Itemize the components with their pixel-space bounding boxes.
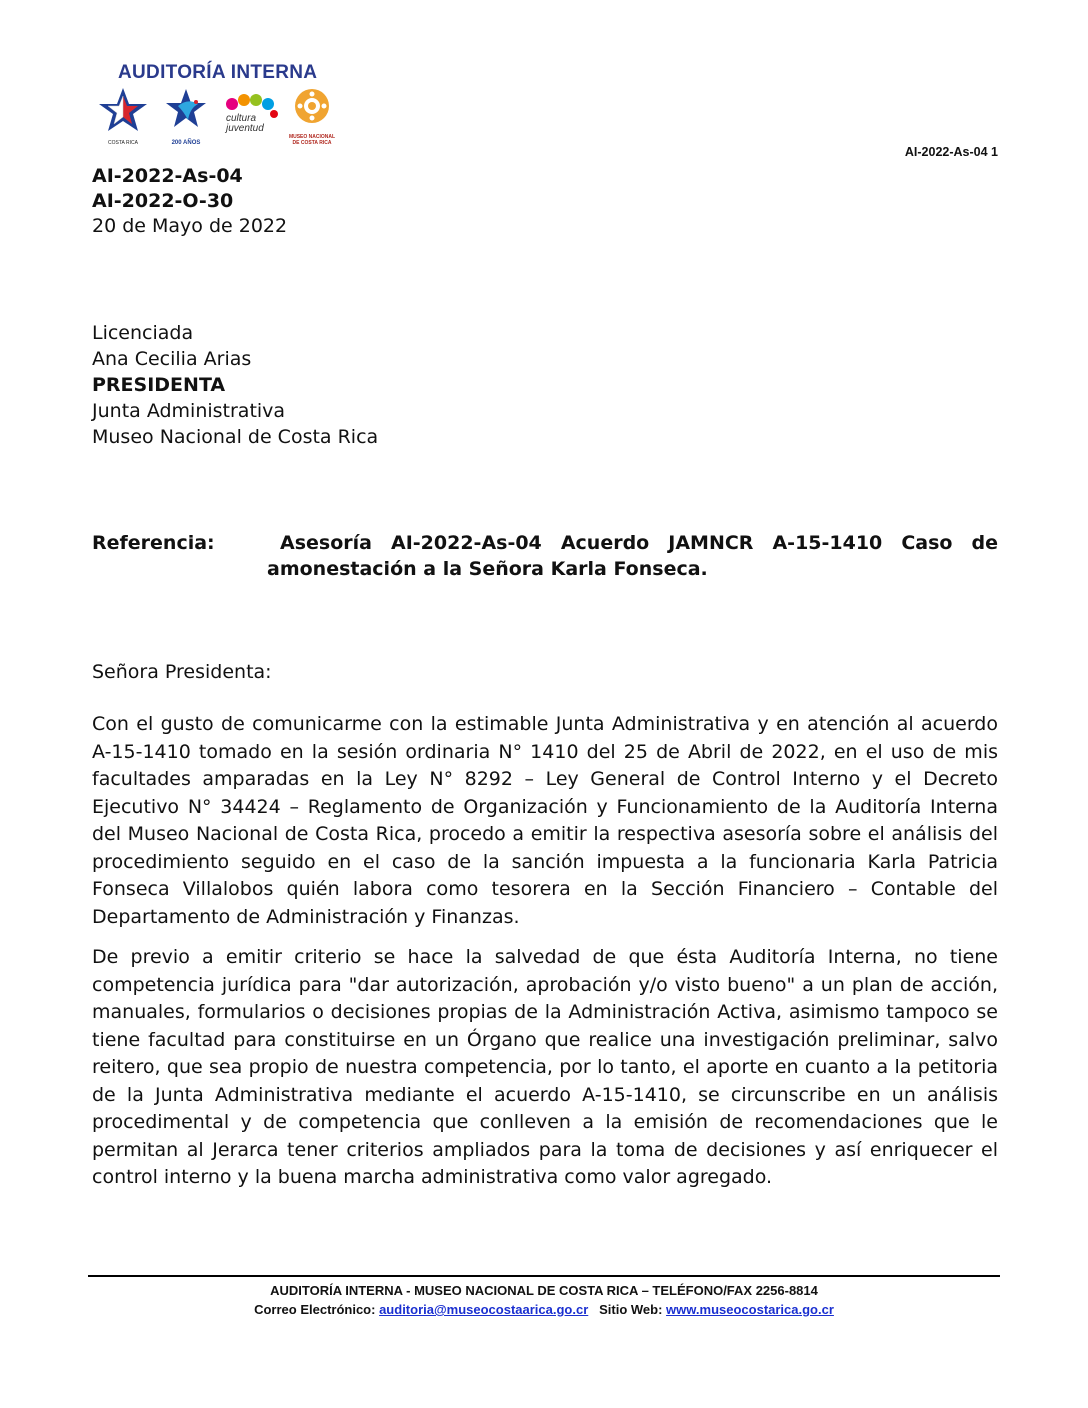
website-link[interactable]: www.museocostarica.go.cr [666, 1302, 834, 1317]
addressee-institution: Museo Nacional de Costa Rica [92, 426, 379, 448]
museo-sun-logo-icon [288, 86, 336, 146]
email-link[interactable]: auditoria@museocostaarica.go.cr [379, 1302, 589, 1317]
reference-label: Referencia: [92, 532, 215, 554]
juventud-caption: juventud [226, 123, 264, 134]
bicentenario-caption: 200 AÑOS [171, 140, 201, 146]
header-page-reference: AI-2022-As-04 1 [904, 145, 998, 159]
body-paragraph-1: Con el gusto de comunicarme con la estimable Junta Administrativa y en atención al acuerdo A-15-1410 tomado en la sesión ordinaria N° 1410 del 25 de Abril de 2022, en el uso de mis facultades amparadas en la Ley N° 8292 – Ley General de Control Interno y el Decreto Ejecutivo N° 34424 – Reglamento de Organización y Funcionamiento de la Auditoría Interna del Museo Nacional de Costa Rica, procedo a emitir la respectiva asesoría sobre el análisis del procedimiento seguido en el caso de la sanción impuesta a la funcionaria Karla Patricia Fonseca Villalobos quién labora como tesorera en la Sección Financiero – Contable del Departamento de Administración y Finanzas. [92, 713, 998, 928]
cultura-juventud-logo-icon [220, 94, 282, 138]
addressee-name: Ana Cecilia Arias [92, 348, 252, 370]
cultura-caption: cultura [226, 113, 257, 124]
costa-rica-caption: COSTA RICA [108, 140, 138, 146]
email-label: Correo Electrónico: [254, 1302, 376, 1317]
reference-subject-line2: amonestación a la Señora Karla Fonseca. [267, 558, 708, 580]
document-codes [92, 164, 287, 239]
footer-contact-line: AUDITORÍA INTERNA - MUSEO NACIONAL DE COSTA RICA – TELÉFONO/FAX 2256-8814 [270, 1283, 818, 1298]
reference-subject-line1: Asesoría AI-2022-As-04 Acuerdo JAMNCR A-15-1410 Caso de [280, 532, 998, 554]
document-date: 20 de Mayo de 2022 [92, 215, 288, 237]
footer [88, 1281, 1000, 1319]
addressee-position: PRESIDENTA [92, 374, 226, 396]
salutation: Señora Presidenta: [92, 661, 272, 683]
logo-title: AUDITORÍA INTERNA [118, 62, 318, 83]
addressee-block [92, 320, 378, 450]
reference-subject [267, 530, 998, 582]
footer-divider [88, 1275, 1000, 1277]
addressee-board: Junta Administrativa [92, 400, 286, 422]
web-label: Sitio Web: [599, 1302, 663, 1317]
addressee-title: Licenciada [92, 322, 194, 344]
office-code: AI-2022-O-30 [92, 190, 234, 212]
hummingbird-logo-icon [158, 86, 214, 146]
logo-row [92, 86, 352, 154]
museo-caption: MUSEO NACIONAL DE COSTA RICA [288, 134, 336, 146]
advisory-code: AI-2022-As-04 [92, 165, 243, 187]
body-paragraph-2: De previo a emitir criterio se hace la salvedad de que ésta Auditoría Interna, no tiene competencia jurídica para "dar autorización, aprobación y/o visto bueno" a un plan de acción, manuales, formularios o decisiones propias de la Administración Activa, asimismo tampoco se tiene facultad para constituirse en un Órgano que realice una investigación preliminar, salvo reitero, que sea propio de nuestra competencia, por lo tanto, el aporte en cuanto a la petitoria de la Junta Administrativa mediante el acuerdo A-15-1410, se circunscribe en un análisis procedimental y de competencia que conlleven a la emisión de recomendaciones que le permitan al Jerarca tener criterios ampliados para la toma de decisiones y así enriquecer el control interno y la buena marcha administrativa como valor agregado. [92, 946, 998, 1188]
star-logo-icon [92, 86, 154, 146]
footer-links-line [88, 1300, 1000, 1319]
